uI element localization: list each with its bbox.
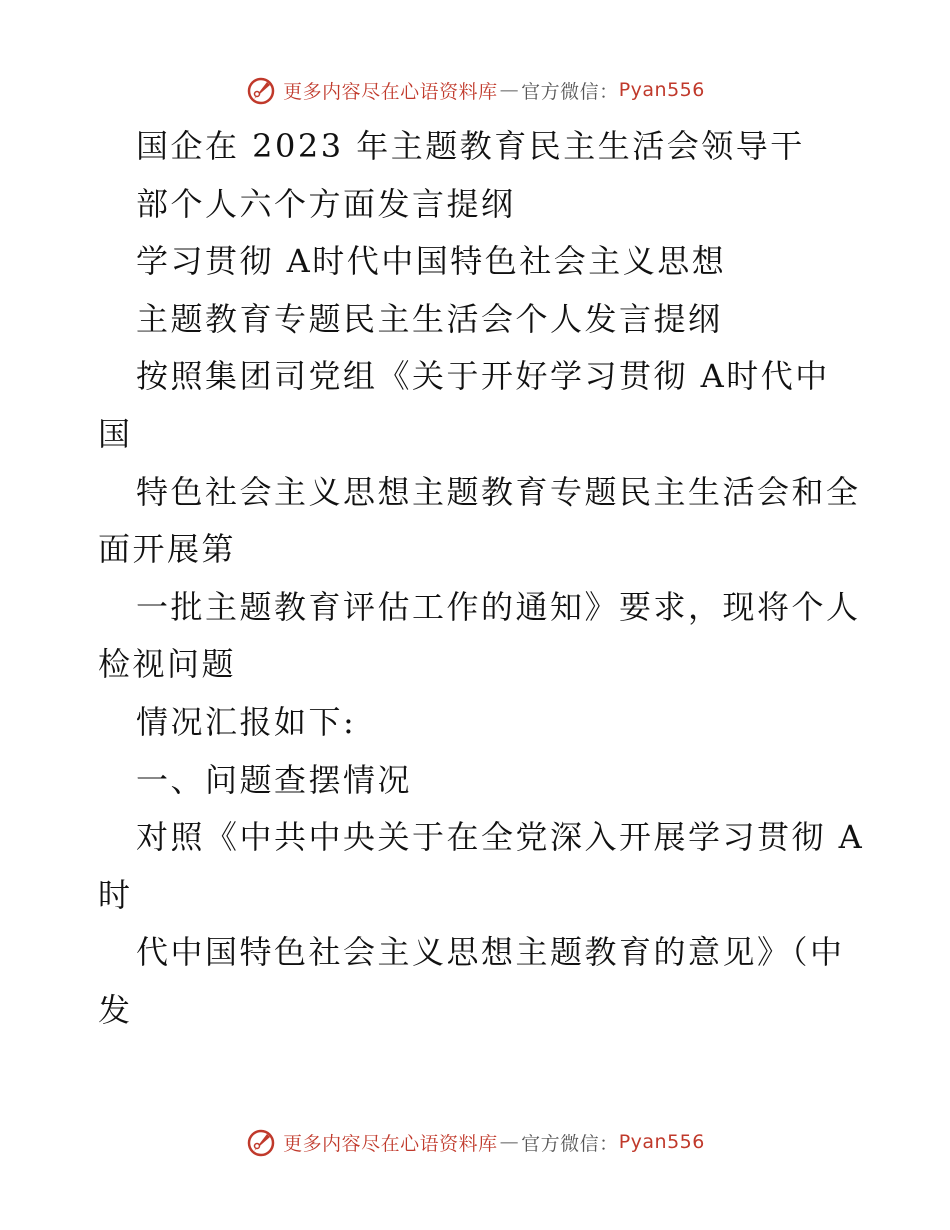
feather-pen-logo-icon <box>245 1126 277 1158</box>
doc-line-10: 检视问题 <box>98 645 237 684</box>
watermark-contact-label: 官方微信： <box>521 80 619 103</box>
doc-line-8: 面开展第 <box>98 530 237 569</box>
header-watermark <box>0 70 950 110</box>
watermark-contact-id: Pyan556 <box>618 1131 705 1153</box>
watermark-contact-label: 官方微信： <box>521 1132 619 1155</box>
watermark-contact-id: Pyan556 <box>618 79 705 101</box>
doc-line-9: 一批主题教育评估工作的通知》要求，现将个人 <box>136 587 861 626</box>
watermark-dash: — <box>499 79 520 101</box>
doc-line-12: 一、问题查摆情况 <box>136 760 413 799</box>
watermark-dash: — <box>499 1131 520 1153</box>
doc-line-7: 特色社会主义思想主题教育专题民主生活会和全 <box>136 472 861 511</box>
doc-line-2: 部个人六个方面发言提纲 <box>136 184 516 223</box>
doc-line-13: 对照《中共中央关于在全党深入开展学习贯彻 A <box>136 818 865 857</box>
doc-line-14: 时 <box>98 875 133 914</box>
doc-line-1: 国企在 2023 年主题教育民主生活会领导干 <box>136 127 805 165</box>
doc-line-3: 学习贯彻 A时代中国特色社会主义思想 <box>136 242 727 281</box>
feather-pen-logo-icon <box>245 74 277 106</box>
watermark-text: 更多内容尽在心语资料库 <box>283 1132 498 1155</box>
footer-watermark <box>0 1122 950 1162</box>
doc-line-16: 发 <box>98 990 133 1029</box>
doc-line-6: 国 <box>98 414 133 453</box>
watermark-text: 更多内容尽在心语资料库 <box>283 80 498 103</box>
doc-line-15: 代中国特色社会主义思想主题教育的意见》（中 <box>136 933 845 972</box>
doc-line-5: 按照集团司党组《关于开好学习贯彻 A时代中 <box>136 357 830 396</box>
doc-line-11: 情况汇报如下: <box>136 702 357 741</box>
document-body <box>98 118 868 1040</box>
doc-line-4: 主题教育专题民主生活会个人发言提纲 <box>136 299 723 338</box>
